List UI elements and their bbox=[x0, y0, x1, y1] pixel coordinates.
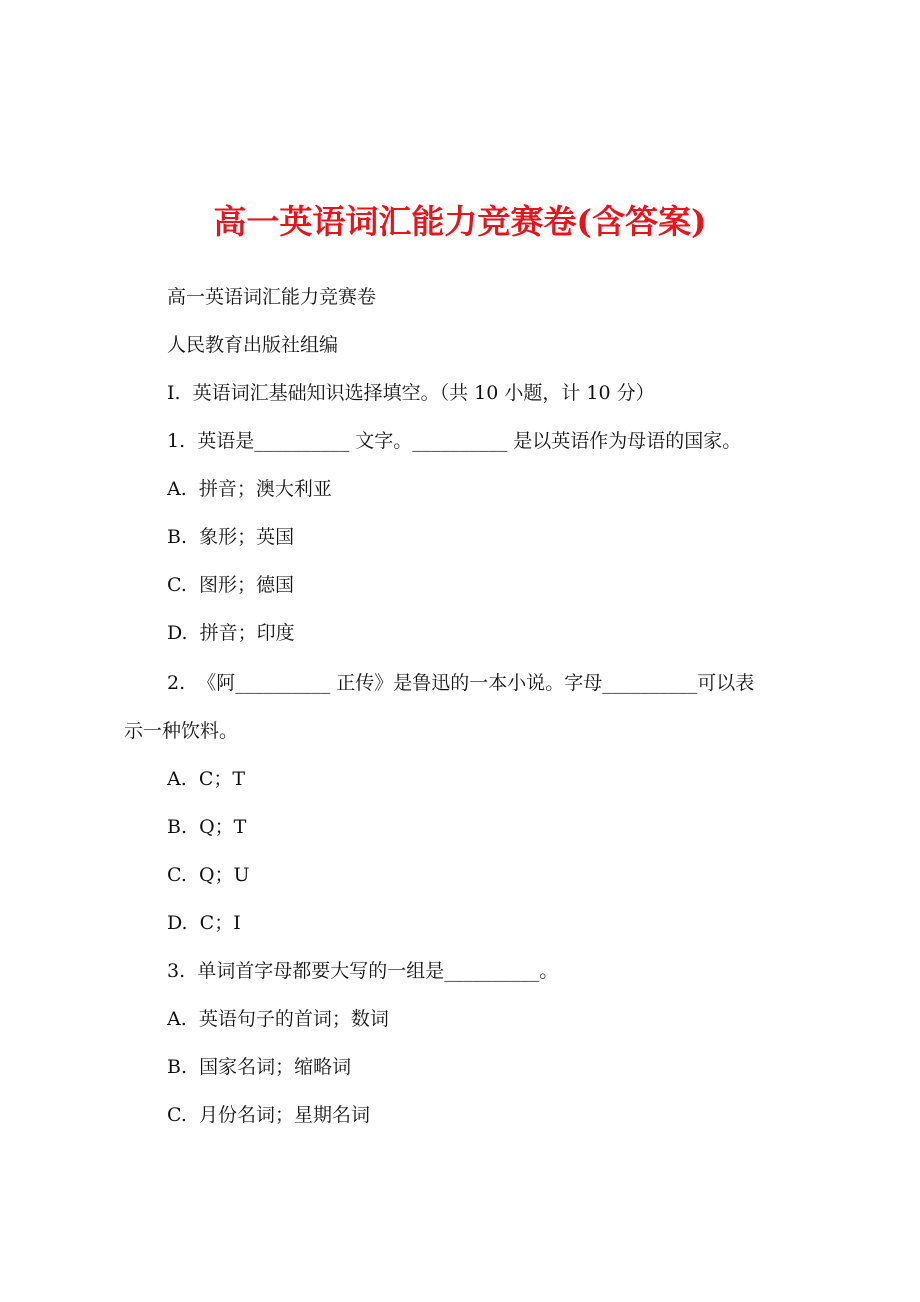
option-c: C. Q；U bbox=[167, 864, 250, 886]
question-3: 3. 单词首字母都要大写的一组是__________。 bbox=[167, 960, 559, 982]
option-c: C. 月份名词；星期名词 bbox=[167, 1104, 370, 1126]
subtitle: 高一英语词汇能力竞赛卷 bbox=[167, 286, 377, 308]
option-d: D. C；I bbox=[167, 912, 241, 934]
option-b: B. 象形；英国 bbox=[167, 526, 295, 548]
question-2: 2. 《阿__________ 正传》是鲁迅的一本小说。字母__________可以表 bbox=[167, 672, 755, 694]
question-1: 1. 英语是__________ 文字。__________ 是以英语作为母语的国家。 bbox=[167, 430, 742, 452]
option-a: A. 英语句子的首词；数词 bbox=[167, 1008, 389, 1030]
publisher: 人民教育出版社组编 bbox=[167, 334, 339, 356]
section-heading: I. 英语词汇基础知识选择填空。（共 10 小题，计 10 分） bbox=[167, 382, 655, 404]
option-d: D. 拼音；印度 bbox=[167, 622, 295, 644]
question-2-continued: 示一种饮料。 bbox=[124, 720, 239, 742]
option-a: A. 拼音；澳大利亚 bbox=[167, 478, 332, 500]
option-a: A. C；T bbox=[167, 768, 246, 790]
option-c: C. 图形；德国 bbox=[167, 574, 294, 596]
option-b: B. 国家名词；缩略词 bbox=[167, 1056, 352, 1078]
document-title: 高一英语词汇能力竞赛卷(含答案) bbox=[213, 202, 707, 241]
option-b: B. Q；T bbox=[167, 816, 247, 838]
